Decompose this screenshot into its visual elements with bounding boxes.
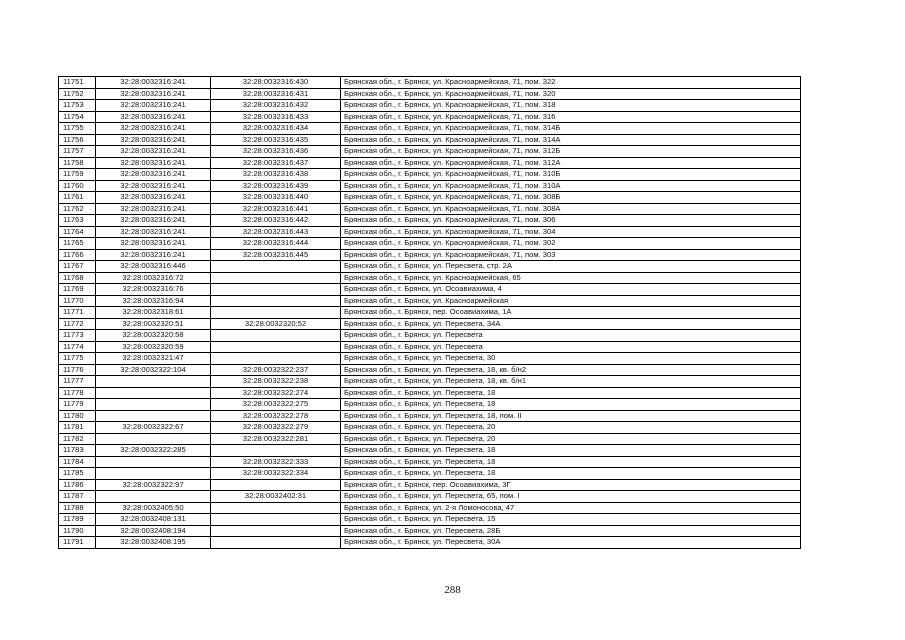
row-number-cell: 11782: [59, 433, 96, 445]
row-number-cell: 11761: [59, 192, 96, 204]
premises-cadastral-number-cell: [211, 537, 341, 549]
premises-cadastral-number-cell: 32:28:0032322:237: [211, 364, 341, 376]
premises-cadastral-number-cell: 32:28:0032316:435: [211, 134, 341, 146]
row-number-cell: 11780: [59, 410, 96, 422]
table-row: [59, 180, 801, 192]
table-row: [59, 100, 801, 112]
cadastral-number-cell: 32:28:0032408:194: [96, 525, 211, 537]
row-number-cell: 11784: [59, 456, 96, 468]
address-cell: Брянская обл., г. Брянск, ул. Красноармейская, 71, пом. 314А: [341, 134, 801, 146]
premises-cadastral-number-cell: [211, 295, 341, 307]
address-cell: Брянская обл., г. Брянск, ул. Пересвета, 18, пом. II: [341, 410, 801, 422]
table-row: [59, 502, 801, 514]
table-row: [59, 146, 801, 158]
cadastral-number-cell: 32:28:0032322:104: [96, 364, 211, 376]
address-cell: Брянская обл., г. Брянск, пер. Осоавиахима, 1А: [341, 307, 801, 319]
cadastral-number-cell: 32:28:0032316:241: [96, 203, 211, 215]
premises-cadastral-number-cell: 32:28:0032322:334: [211, 468, 341, 480]
cadastral-number-cell: 32:28:0032316:241: [96, 238, 211, 250]
row-number-cell: 11787: [59, 491, 96, 503]
row-number-cell: 11768: [59, 272, 96, 284]
table-row: [59, 77, 801, 89]
row-number-cell: 11774: [59, 341, 96, 353]
address-cell: Брянская обл., г. Брянск, ул. Пересвета, 20: [341, 433, 801, 445]
address-cell: Брянская обл., г. Брянск, ул. Красноармейская, 71, пом. 310А: [341, 180, 801, 192]
row-number-cell: 11779: [59, 399, 96, 411]
row-number-cell: 11790: [59, 525, 96, 537]
cadastral-number-cell: 32:28:0032316:72: [96, 272, 211, 284]
property-table-body: [59, 77, 801, 549]
premises-cadastral-number-cell: 32:28:0032316:445: [211, 249, 341, 261]
cadastral-number-cell: 32:28:0032316:241: [96, 249, 211, 261]
premises-cadastral-number-cell: 32:28:0032316:439: [211, 180, 341, 192]
table-row: [59, 215, 801, 227]
address-cell: Брянская обл., г. Брянск, ул. Пересвета, 18: [341, 456, 801, 468]
premises-cadastral-number-cell: 32:28:0032322:275: [211, 399, 341, 411]
cadastral-number-cell: 32:28:0032408:131: [96, 514, 211, 526]
row-number-cell: 11776: [59, 364, 96, 376]
row-number-cell: 11778: [59, 387, 96, 399]
cadastral-number-cell: 32:28:0032316:241: [96, 123, 211, 135]
table-row: [59, 249, 801, 261]
address-cell: Брянская обл., г. Брянск, ул. Красноармейская, 71, пом. 310Б: [341, 169, 801, 181]
row-number-cell: 11777: [59, 376, 96, 388]
address-cell: Брянская обл., г. Брянск, ул. Пересвета, 18: [341, 387, 801, 399]
row-number-cell: 11760: [59, 180, 96, 192]
row-number-cell: 11753: [59, 100, 96, 112]
row-number-cell: 11762: [59, 203, 96, 215]
row-number-cell: 11767: [59, 261, 96, 273]
table-row: [59, 318, 801, 330]
cadastral-number-cell: 32:28:0032408:195: [96, 537, 211, 549]
premises-cadastral-number-cell: 32:28:0032402:31: [211, 491, 341, 503]
address-cell: Брянская обл., г. Брянск, ул. Красноармейская, 71, пом. 316: [341, 111, 801, 123]
address-cell: Брянская обл., г. Брянск, ул. Пересвета, 34А: [341, 318, 801, 330]
premises-cadastral-number-cell: 32:28:0032322:279: [211, 422, 341, 434]
cadastral-number-cell: [96, 468, 211, 480]
table-row: [59, 468, 801, 480]
address-cell: Брянская обл., г. Брянск, ул. Пересвета, 18, кв. б/н2: [341, 364, 801, 376]
premises-cadastral-number-cell: [211, 261, 341, 273]
cadastral-number-cell: [96, 387, 211, 399]
table-row: [59, 376, 801, 388]
row-number-cell: 11763: [59, 215, 96, 227]
premises-cadastral-number-cell: [211, 330, 341, 342]
cadastral-number-cell: 32:28:0032405:50: [96, 502, 211, 514]
premises-cadastral-number-cell: 32:28:0032316:440: [211, 192, 341, 204]
table-row: [59, 433, 801, 445]
address-cell: Брянская обл., г. Брянск, ул. Красноармейская, 71, пом. 306: [341, 215, 801, 227]
cadastral-number-cell: 32:28:0032316:241: [96, 77, 211, 89]
row-number-cell: 11764: [59, 226, 96, 238]
cadastral-number-cell: 32:28:0032316:241: [96, 111, 211, 123]
row-number-cell: 11785: [59, 468, 96, 480]
row-number-cell: 11772: [59, 318, 96, 330]
row-number-cell: 11759: [59, 169, 96, 181]
row-number-cell: 11765: [59, 238, 96, 250]
premises-cadastral-number-cell: [211, 502, 341, 514]
premises-cadastral-number-cell: 32:28:0032316:436: [211, 146, 341, 158]
address-cell: Брянская обл., г. Брянск, ул. Пересвета, 30А: [341, 537, 801, 549]
cadastral-number-cell: [96, 376, 211, 388]
cadastral-number-cell: 32:28:0032316:241: [96, 134, 211, 146]
address-cell: Брянская обл., г. Брянск, ул. Пересвета, стр. 2А: [341, 261, 801, 273]
premises-cadastral-number-cell: [211, 272, 341, 284]
premises-cadastral-number-cell: [211, 525, 341, 537]
table-row: [59, 238, 801, 250]
row-number-cell: 11757: [59, 146, 96, 158]
cadastral-number-cell: 32:28:0032316:241: [96, 88, 211, 100]
cadastral-number-cell: [96, 433, 211, 445]
table-row: [59, 514, 801, 526]
premises-cadastral-number-cell: 32:28:0032316:431: [211, 88, 341, 100]
cadastral-number-cell: 32:28:0032316:241: [96, 215, 211, 227]
table-row: [59, 422, 801, 434]
cadastral-number-cell: 32:28:0032316:241: [96, 100, 211, 112]
table-row: [59, 272, 801, 284]
address-cell: Брянская обл., г. Брянск, ул. Пересвета, 18: [341, 468, 801, 480]
premises-cadastral-number-cell: [211, 307, 341, 319]
cadastral-number-cell: 32:28:0032316:241: [96, 169, 211, 181]
row-number-cell: 11769: [59, 284, 96, 296]
address-cell: Брянская обл., г. Брянск, пер. Осоавиахима, 3Г: [341, 479, 801, 491]
table-row: [59, 387, 801, 399]
address-cell: Брянская обл., г. Брянск, ул. Красноармейская, 71, пом. 312А: [341, 157, 801, 169]
table-row: [59, 123, 801, 135]
cadastral-number-cell: 32:28:0032316:94: [96, 295, 211, 307]
premises-cadastral-number-cell: [211, 479, 341, 491]
premises-cadastral-number-cell: 32:28:0032316:442: [211, 215, 341, 227]
table-row: [59, 157, 801, 169]
premises-cadastral-number-cell: 32:28:0032322:238: [211, 376, 341, 388]
table-row: [59, 134, 801, 146]
address-cell: Брянская обл., г. Брянск, ул. Красноармейская, 71, пом. 312Б: [341, 146, 801, 158]
address-cell: Брянская обл., г. Брянск, ул. Осоавиахима, 4: [341, 284, 801, 296]
row-number-cell: 11773: [59, 330, 96, 342]
premises-cadastral-number-cell: [211, 353, 341, 365]
cadastral-number-cell: 32:28:0032318:61: [96, 307, 211, 319]
premises-cadastral-number-cell: 32:28:0032316:441: [211, 203, 341, 215]
cadastral-number-cell: 32:28:0032316:241: [96, 146, 211, 158]
row-number-cell: 11754: [59, 111, 96, 123]
address-cell: Брянская обл., г. Брянск, ул. Красноармейская, 71, пом. 318: [341, 100, 801, 112]
premises-cadastral-number-cell: 32:28:0032320:52: [211, 318, 341, 330]
cadastral-number-cell: 32:28:0032322:97: [96, 479, 211, 491]
cadastral-number-cell: [96, 456, 211, 468]
row-number-cell: 11781: [59, 422, 96, 434]
table-row: [59, 410, 801, 422]
cadastral-number-cell: 32:28:0032316:241: [96, 157, 211, 169]
table-row: [59, 307, 801, 319]
row-number-cell: 11755: [59, 123, 96, 135]
row-number-cell: 11791: [59, 537, 96, 549]
cadastral-number-cell: 32:28:0032316:241: [96, 192, 211, 204]
table-row: [59, 491, 801, 503]
address-cell: Брянская обл., г. Брянск, ул. Красноармейская, 71, пом. 322: [341, 77, 801, 89]
address-cell: Брянская обл., г. Брянск, ул. Пересвета, 30: [341, 353, 801, 365]
premises-cadastral-number-cell: [211, 341, 341, 353]
address-cell: Брянская обл., г. Брянск, ул. 2-я Ломоносова, 47: [341, 502, 801, 514]
row-number-cell: 11752: [59, 88, 96, 100]
premises-cadastral-number-cell: 32:28:0032322:274: [211, 387, 341, 399]
cadastral-number-cell: 32:28:0032316:446: [96, 261, 211, 273]
address-cell: Брянская обл., г. Брянск, ул. Красноармейская, 71, пом. 320: [341, 88, 801, 100]
address-cell: Брянская обл., г. Брянск, ул. Пересвета, 20: [341, 422, 801, 434]
table-row: [59, 284, 801, 296]
cadastral-number-cell: 32:28:0032320:59: [96, 341, 211, 353]
cadastral-number-cell: [96, 491, 211, 503]
row-number-cell: 11771: [59, 307, 96, 319]
property-table: [58, 76, 801, 549]
page-number: 288: [444, 584, 461, 596]
premises-cadastral-number-cell: 32:28:0032316:437: [211, 157, 341, 169]
table-row: [59, 445, 801, 457]
table-row: [59, 364, 801, 376]
row-number-cell: 11788: [59, 502, 96, 514]
table-row: [59, 341, 801, 353]
address-cell: Брянская обл., г. Брянск, ул. Пересвета, 15: [341, 514, 801, 526]
premises-cadastral-number-cell: [211, 445, 341, 457]
table-row: [59, 192, 801, 204]
address-cell: Брянская обл., г. Брянск, ул. Пересвета, 18: [341, 445, 801, 457]
address-cell: Брянская обл., г. Брянск, ул. Красноармейская, 71, пом. 314Б: [341, 123, 801, 135]
address-cell: Брянская обл., г. Брянск, ул. Красноармейская: [341, 295, 801, 307]
table-row: [59, 353, 801, 365]
row-number-cell: 11786: [59, 479, 96, 491]
table-row: [59, 399, 801, 411]
table-row: [59, 456, 801, 468]
table-row: [59, 88, 801, 100]
address-cell: Брянская обл., г. Брянск, ул. Красноармейская, 71, пом. 304: [341, 226, 801, 238]
premises-cadastral-number-cell: [211, 514, 341, 526]
table-row: [59, 169, 801, 181]
address-cell: Брянская обл., г. Брянск, ул. Красноармейская, 71, пом. 308Б: [341, 192, 801, 204]
address-cell: Брянская обл., г. Брянск, ул. Пересвета: [341, 341, 801, 353]
address-cell: Брянская обл., г. Брянск, ул. Пересвета, 18, кв. б/н1: [341, 376, 801, 388]
cadastral-number-cell: 32:28:0032316:76: [96, 284, 211, 296]
table-row: [59, 226, 801, 238]
address-cell: Брянская обл., г. Брянск, ул. Пересвета, 18: [341, 399, 801, 411]
premises-cadastral-number-cell: 32:28:0032316:432: [211, 100, 341, 112]
row-number-cell: 11758: [59, 157, 96, 169]
cadastral-number-cell: 32:28:0032316:241: [96, 180, 211, 192]
cadastral-number-cell: 32:28:0032321:47: [96, 353, 211, 365]
table-row: [59, 111, 801, 123]
row-number-cell: 11751: [59, 77, 96, 89]
address-cell: Брянская обл., г. Брянск, ул. Пересвета, 65, пом. I: [341, 491, 801, 503]
cadastral-number-cell: 32:28:0032320:51: [96, 318, 211, 330]
table-row: [59, 525, 801, 537]
address-cell: Брянская обл., г. Брянск, ул. Пересвета, 28Б: [341, 525, 801, 537]
table-row: [59, 295, 801, 307]
address-cell: Брянская обл., г. Брянск, ул. Пересвета: [341, 330, 801, 342]
table-row: [59, 203, 801, 215]
address-cell: Брянская обл., г. Брянск, ул. Красноармейская, 71, пом. 303: [341, 249, 801, 261]
row-number-cell: 11756: [59, 134, 96, 146]
premises-cadastral-number-cell: 32:28:0032322:281: [211, 433, 341, 445]
address-cell: Брянская обл., г. Брянск, ул. Красноармейская, 65: [341, 272, 801, 284]
premises-cadastral-number-cell: 32:28:0032316:433: [211, 111, 341, 123]
table-row: [59, 537, 801, 549]
cadastral-number-cell: 32:28:0032316:241: [96, 226, 211, 238]
row-number-cell: 11775: [59, 353, 96, 365]
premises-cadastral-number-cell: 32:28:0032316:430: [211, 77, 341, 89]
premises-cadastral-number-cell: 32:28:0032322:333: [211, 456, 341, 468]
premises-cadastral-number-cell: 32:28:0032316:438: [211, 169, 341, 181]
cadastral-number-cell: [96, 399, 211, 411]
cadastral-number-cell: [96, 410, 211, 422]
premises-cadastral-number-cell: 32:28:0032316:443: [211, 226, 341, 238]
table-row: [59, 479, 801, 491]
row-number-cell: 11770: [59, 295, 96, 307]
cadastral-number-cell: 32:28:0032322:285: [96, 445, 211, 457]
address-cell: Брянская обл., г. Брянск, ул. Красноармейская, 71, пом. 302: [341, 238, 801, 250]
table-row: [59, 261, 801, 273]
premises-cadastral-number-cell: [211, 284, 341, 296]
row-number-cell: 11766: [59, 249, 96, 261]
row-number-cell: 11789: [59, 514, 96, 526]
cadastral-number-cell: 32:28:0032320:58: [96, 330, 211, 342]
premises-cadastral-number-cell: 32:28:0032316:444: [211, 238, 341, 250]
premises-cadastral-number-cell: 32:28:0032322:278: [211, 410, 341, 422]
premises-cadastral-number-cell: 32:28:0032316:434: [211, 123, 341, 135]
row-number-cell: 11783: [59, 445, 96, 457]
address-cell: Брянская обл., г. Брянск, ул. Красноармейская, 71, пом. 308А: [341, 203, 801, 215]
cadastral-number-cell: 32:28:0032322:67: [96, 422, 211, 434]
table-row: [59, 330, 801, 342]
